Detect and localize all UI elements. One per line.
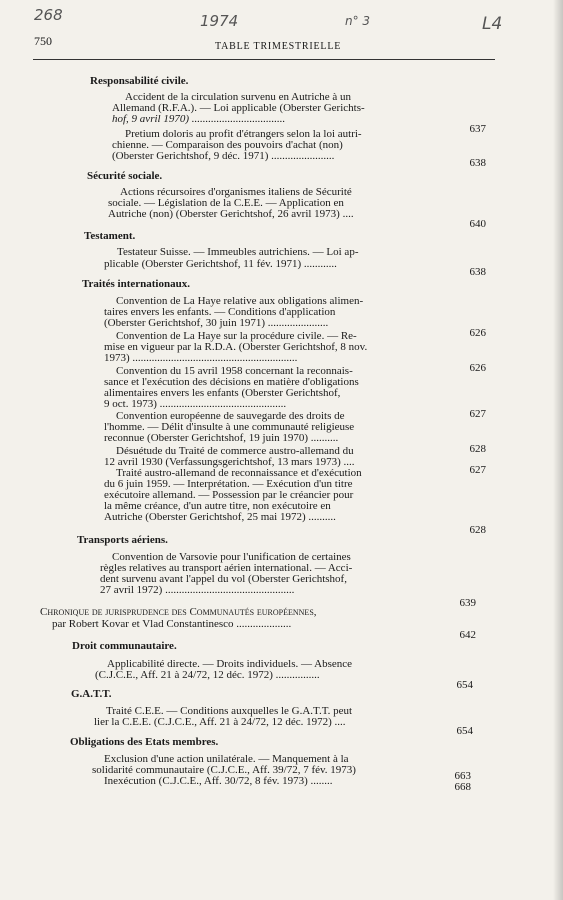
section-heading: Transports aériens. — [77, 534, 168, 546]
page-ref: 628 — [469, 524, 486, 536]
entry-line: la même créance, d'un autre titre, non exécutoire en — [104, 500, 331, 512]
entry-line: alimentaires envers les enfants (Oberster Gerichtshof, — [104, 387, 341, 399]
page-ref: 654 — [456, 725, 473, 737]
entry-line: Allemand (R.F.A.). — Loi applicable (Oberster Gerichts- — [112, 102, 365, 114]
entry-line: du 6 juin 1959. — Interprétation. — Exécution d'un titre — [104, 478, 353, 490]
entry-line: Traité austro-allemand de reconnaissance et d'exécution — [116, 467, 362, 479]
entry-line: Accident de la circulation survenu en Autriche à un — [125, 91, 352, 103]
section-heading: Traités internationaux. — [82, 278, 190, 290]
section-heading: Sécurité sociale. — [87, 170, 163, 182]
entry-line: reconnue (Oberster Gerichtshof, 19 juin 1970) .......... — [104, 432, 339, 444]
page-ref: 627 — [469, 464, 486, 476]
entry-line: Applicabilité directe. — Droits individuels. — Absence — [107, 658, 353, 670]
entry-line: Traité C.E.E. — Conditions auxquelles le G.A.T.T. peut — [106, 705, 353, 717]
page-ref: 639 — [459, 597, 476, 609]
entry-line: dent survenu avant l'appel du vol (Oberster Gerichtshof, — [100, 573, 347, 585]
entry-line: Convention du 15 avril 1958 concernant la reconnais- — [116, 365, 353, 377]
entry-line: l'homme. — Délit d'insulte à une communauté religieuse — [104, 421, 355, 433]
entry-line: Désuétude du Traité de commerce austro-allemand du — [116, 445, 354, 457]
handwritten-note: 268 — [34, 6, 63, 24]
entry-line: Convention européenne de sauvegarde des droits de — [116, 410, 345, 422]
page-number: 750 — [34, 34, 52, 48]
page-ref: 628 — [469, 443, 486, 455]
entry-line: Convention de La Haye sur la procédure civile. — Re- — [116, 330, 357, 342]
section-heading: Droit communautaire. — [72, 640, 177, 652]
entry-line: Actions récursoires d'organismes italiens de Sécurité — [120, 186, 352, 198]
entry-line: chienne. — Comparaison des pouvoirs d'achat (non) — [112, 139, 343, 151]
page-edge-shadow — [553, 0, 563, 900]
entry-line: Autriche (non) (Oberster Gerichtshof, 26 avril 1973) .... — [108, 208, 354, 220]
entry-line: 9 oct. 1973) .............................................. — [104, 398, 287, 410]
entry-line: (Oberster Gerichtshof, 9 déc. 1971) ....................... — [112, 150, 335, 162]
entry-line: règles relatives au transport aérien international. — Acci- — [100, 562, 353, 574]
page-ref: 654 — [456, 679, 473, 691]
entry-line: Exclusion d'une action unilatérale. — Manquement à la — [104, 753, 349, 765]
entry-line: exécutoire allemand. — Possession par le créancier pour — [104, 489, 354, 501]
entry-line: lier la C.E.E. (C.J.C.E., Aff. 21 à 24/72, 12 déc. 1972) .... — [94, 716, 346, 728]
entry-line: 12 avril 1930 (Verfassungsgerichtshof, 13 mars 1973) .... — [104, 456, 355, 468]
handwritten-number: n° 3 — [345, 14, 371, 28]
entry-line: Pretium doloris au profit d'étrangers selon la loi autri- — [125, 128, 362, 140]
entry-line: Convention de Varsovie pour l'unification de certaines — [112, 551, 351, 563]
section-heading: Obligations des Etats membres. — [70, 736, 219, 748]
chronicle-title: Chronique de jurisprudence des Communautés européennes, — [40, 606, 317, 618]
entry-line: 27 avril 1972) ............................................... — [100, 584, 295, 596]
handwritten-code: L4 — [482, 14, 503, 34]
page-ref: 626 — [469, 362, 486, 374]
page-ref: 627 — [469, 408, 486, 420]
page-ref: 642 — [459, 629, 476, 641]
page-ref: 638 — [469, 157, 486, 169]
entry-line: taires envers les enfants. — Conditions d'application — [104, 306, 336, 318]
entry-line: Convention de La Haye relative aux obligations alimen- — [116, 295, 364, 307]
entry-line: Inexécution (C.J.C.E., Aff. 30/72, 8 fév. 1973) ........ — [104, 775, 333, 787]
entry-line: sociale. — Législation de la C.E.E. — Application en — [108, 197, 344, 209]
section-heading: Testament. — [84, 230, 136, 242]
page-ref: 668 — [454, 781, 471, 793]
entry-line: Autriche (Oberster Gerichtshof, 25 mai 1972) .......... — [104, 511, 336, 523]
entry-line: Testateur Suisse. — Immeubles autrichiens. — Loi ap- — [117, 246, 359, 258]
page-ref: 638 — [469, 266, 486, 278]
entry-line: plicable (Oberster Gerichtshof, 11 fév. 1971) ............ — [104, 258, 337, 270]
section-heading: G.A.T.T. — [71, 688, 112, 700]
entry-line: mise en vigueur par la R.D.A. (Oberster Gerichtshof, 8 nov. — [104, 341, 368, 353]
page-ref: 640 — [469, 218, 486, 230]
entry-line: (C.J.C.E., Aff. 21 à 24/72, 12 déc. 1972) ................ — [95, 669, 320, 681]
section-heading: Responsabilité civile. — [90, 75, 189, 87]
entry-line: solidarité communautaire (C.J.C.E., Aff. 39/72, 7 fév. 1973) — [92, 764, 356, 776]
page-ref: 626 — [469, 327, 486, 339]
chronicle-authors: par Robert Kovar et Vlad Constantinesco .................... — [52, 618, 292, 630]
handwritten-year: 1974 — [200, 12, 239, 30]
page-ref: 637 — [469, 123, 486, 135]
running-title: TABLE TRIMESTRIELLE — [215, 41, 342, 52]
entry-line: hof, 9 avril 1970) .................................. — [112, 113, 286, 125]
entry-line: 1973) ............................................................ — [104, 352, 298, 364]
entry-line: sance et l'exécution des décisions en matière d'obligations — [104, 376, 359, 388]
entry-line: (Oberster Gerichtshof, 30 juin 1971) ...................... — [104, 317, 329, 329]
page-ref: 663 — [454, 770, 471, 782]
header-rule — [33, 59, 495, 60]
